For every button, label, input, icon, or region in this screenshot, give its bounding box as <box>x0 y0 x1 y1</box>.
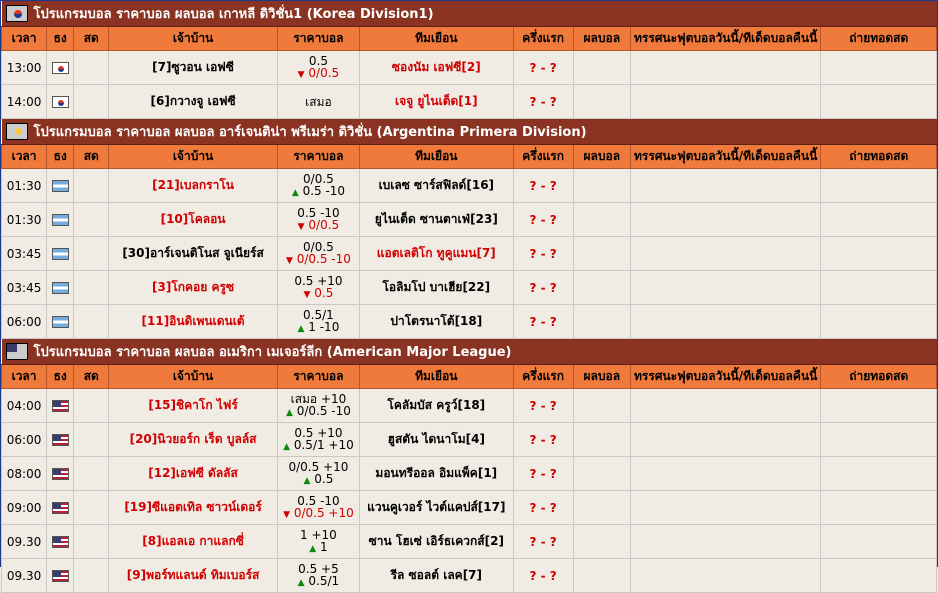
broadcast-cell[interactable] <box>821 491 937 525</box>
column-header: ครึ่งแรก <box>513 365 573 389</box>
table-row[interactable] <box>2 457 937 491</box>
column-header: เจ้าบ้าน <box>109 145 278 169</box>
broadcast-cell[interactable] <box>821 525 937 559</box>
away-team[interactable]: โคลัมบัส ครูว์[18] <box>360 389 513 423</box>
country-flag-icon <box>47 559 74 593</box>
broadcast-cell[interactable] <box>821 85 937 119</box>
halftime-score: ? - ? <box>513 457 573 491</box>
final-score <box>573 457 630 491</box>
home-team[interactable]: [20]นิวยอร์ก เร็ด บูลล์ส <box>109 423 278 457</box>
odds-cell[interactable] <box>277 169 359 203</box>
away-team[interactable]: ปาโตรนาโต้[18] <box>360 305 513 339</box>
broadcast-cell[interactable] <box>821 559 937 593</box>
live-cell[interactable] <box>74 237 109 271</box>
match-time: 01:30 <box>2 169 47 203</box>
halftime-score: ? - ? <box>513 85 573 119</box>
section-header-row <box>2 119 937 145</box>
column-header: ทีมเยือน <box>360 365 513 389</box>
match-time: 09.30 <box>2 559 47 593</box>
arrow-up-icon: ▲ <box>291 187 299 198</box>
odds-cell[interactable] <box>277 203 359 237</box>
column-header: ธง <box>47 145 74 169</box>
odds-line: 0.5 <box>308 53 328 68</box>
column-header-row <box>2 27 937 51</box>
odds-line: 0.5 <box>314 285 334 300</box>
odds-cell[interactable] <box>277 559 359 593</box>
table-row[interactable] <box>2 85 937 119</box>
broadcast-cell[interactable] <box>821 423 937 457</box>
odds-line: เสมอ <box>305 94 332 109</box>
match-time: 13:00 <box>2 51 47 85</box>
odds-cell[interactable] <box>277 237 359 271</box>
column-header: ผลบอล <box>573 145 630 169</box>
odds-line: 0/0.5 <box>308 217 340 232</box>
home-team[interactable]: [10]โคลอน <box>109 203 278 237</box>
country-flag-icon <box>47 457 74 491</box>
final-score <box>573 525 630 559</box>
live-cell[interactable] <box>74 525 109 559</box>
odds-line: 1 -10 <box>308 319 340 334</box>
halftime-score: ? - ? <box>513 525 573 559</box>
halftime-score: ? - ? <box>513 559 573 593</box>
tip-cell[interactable] <box>630 305 821 339</box>
away-team[interactable]: ซาน โฮเซ่ เอิร์ธเควกส์[2] <box>360 525 513 559</box>
home-team[interactable]: [7]ซูวอน เอฟซี <box>109 51 278 85</box>
home-team[interactable]: [11]อินดิเพนเดนเต้ <box>109 305 278 339</box>
column-header: ทรรศนะฟุตบอลวันนี้/ทีเด็ดบอลคืนนี้ <box>630 145 821 169</box>
final-score <box>573 491 630 525</box>
live-cell[interactable] <box>74 305 109 339</box>
odds-line: 0.5 -10 <box>297 493 340 508</box>
odds-cell[interactable] <box>277 491 359 525</box>
away-team[interactable]: แวนคูเวอร์ ไวต์แคปส์[17] <box>360 491 513 525</box>
match-time: 04:00 <box>2 389 47 423</box>
arrow-up-icon: ▲ <box>285 407 293 418</box>
country-flag-icon <box>47 305 74 339</box>
column-header: ราคาบอล <box>277 27 359 51</box>
away-team[interactable]: โอลิมโป บาเฮีย[22] <box>360 271 513 305</box>
final-score <box>573 169 630 203</box>
column-header: ถ่ายทอดสด <box>821 27 937 51</box>
tip-cell[interactable] <box>630 525 821 559</box>
home-team[interactable]: [15]ชิคาโก ไฟร์ <box>109 389 278 423</box>
column-header-row <box>2 365 937 389</box>
final-score <box>573 389 630 423</box>
tip-cell[interactable] <box>630 271 821 305</box>
column-header: ถ่ายทอดสด <box>821 145 937 169</box>
country-flag-icon <box>47 491 74 525</box>
arrow-down-icon: ▼ <box>297 221 305 232</box>
table-row[interactable] <box>2 525 937 559</box>
odds-line: 1 <box>319 539 328 554</box>
country-flag-icon <box>47 85 74 119</box>
section-header-row <box>2 1 937 27</box>
home-team[interactable]: [30]อาร์เจนติโนส จูเนียร์ส <box>109 237 278 271</box>
tip-cell[interactable] <box>630 457 821 491</box>
tip-cell[interactable] <box>630 169 821 203</box>
tip-cell[interactable] <box>630 85 821 119</box>
odds-cell[interactable] <box>277 271 359 305</box>
arrow-down-icon: ▼ <box>285 255 293 266</box>
column-header: ทรรศนะฟุตบอลวันนี้/ทีเด็ดบอลคืนนี้ <box>630 365 821 389</box>
home-team[interactable]: [19]ซีแอตเทิล ซาวน์เดอร์ <box>109 491 278 525</box>
table-row[interactable] <box>2 423 937 457</box>
broadcast-cell[interactable] <box>821 389 937 423</box>
table-row[interactable] <box>2 491 937 525</box>
odds-cell[interactable] <box>277 423 359 457</box>
broadcast-cell[interactable] <box>821 237 937 271</box>
arrow-up-icon: ▲ <box>297 323 305 334</box>
tip-cell[interactable] <box>630 559 821 593</box>
odds-line: 0.5 -10 <box>302 183 346 198</box>
odds-line: 0/0.5 <box>303 171 334 186</box>
final-score <box>573 305 630 339</box>
odds-line: 0.5 -10 <box>297 205 340 220</box>
away-team[interactable]: รีล ซอลต์ เลค[7] <box>360 559 513 593</box>
home-team[interactable]: [9]พอร์ทแลนด์ ทิมเบอร์ส <box>109 559 278 593</box>
country-flag-icon <box>47 169 74 203</box>
odds-cell[interactable] <box>277 525 359 559</box>
tip-cell[interactable] <box>630 51 821 85</box>
odds-line: 0.5 +10 <box>294 425 343 440</box>
odds-cell[interactable] <box>277 457 359 491</box>
odds-cell[interactable] <box>277 85 359 119</box>
column-header: ทรรศนะฟุตบอลวันนี้/ทีเด็ดบอลคืนนี้ <box>630 27 821 51</box>
arrow-up-icon: ▲ <box>297 577 305 588</box>
odds-line: 0.5/1 <box>308 573 340 588</box>
schedule-table <box>1 1 937 593</box>
away-team[interactable]: ซองนัม เอฟซี[2] <box>360 51 513 85</box>
away-team[interactable]: เบเลซ ซาร์สฟิลด์[16] <box>360 169 513 203</box>
column-header: ถ่ายทอดสด <box>821 365 937 389</box>
country-flag-icon <box>47 423 74 457</box>
table-row[interactable] <box>2 305 937 339</box>
live-cell[interactable] <box>74 457 109 491</box>
away-team[interactable]: ยูไนเต็ด ซานตาเฟ่[23] <box>360 203 513 237</box>
final-score <box>573 203 630 237</box>
column-header: สด <box>74 27 109 51</box>
column-header: ธง <box>47 27 74 51</box>
column-header: ผลบอล <box>573 27 630 51</box>
tip-cell[interactable] <box>630 423 821 457</box>
country-flag-icon <box>47 525 74 559</box>
section-header <box>2 1 937 27</box>
table-row[interactable] <box>2 559 937 593</box>
tip-cell[interactable] <box>630 491 821 525</box>
odds-line: 0/0.5 +10 <box>288 459 349 474</box>
odds-line: 0/0.5 <box>303 239 334 254</box>
odds-line: 0.5/1 <box>303 307 334 322</box>
home-team[interactable]: [12]เอฟซี ดัลลัส <box>109 457 278 491</box>
arrow-down-icon: ▼ <box>297 69 305 80</box>
broadcast-cell[interactable] <box>821 305 937 339</box>
column-header: เจ้าบ้าน <box>109 27 278 51</box>
home-team[interactable]: [21]เบลกราโน <box>109 169 278 203</box>
odds-line: 0/0.5 +10 <box>293 505 354 520</box>
odds-line: 0.5 +5 <box>298 561 339 576</box>
arrow-up-icon: ▲ <box>303 475 311 486</box>
column-header: ทีมเยือน <box>360 27 513 51</box>
odds-line: 0/0.5 <box>308 65 340 80</box>
home-team[interactable]: [6]กวางจู เอฟซี <box>109 85 278 119</box>
section-title: โปรแกรมบอล ราคาบอล ผลบอล เกาหลี ดิวิชั่น1 (Korea Division1) <box>33 7 434 22</box>
column-header: ครึ่งแรก <box>513 145 573 169</box>
match-time: 06:00 <box>2 305 47 339</box>
tip-cell[interactable] <box>630 203 821 237</box>
country-flag-icon <box>47 51 74 85</box>
broadcast-cell[interactable] <box>821 271 937 305</box>
home-team[interactable]: [8]แอลเอ กาแลกซี่ <box>109 525 278 559</box>
column-header: เวลา <box>2 27 47 51</box>
halftime-score: ? - ? <box>513 491 573 525</box>
halftime-score: ? - ? <box>513 237 573 271</box>
odds-cell[interactable] <box>277 305 359 339</box>
section-flag-icon <box>6 123 28 140</box>
broadcast-cell[interactable] <box>821 457 937 491</box>
column-header: เวลา <box>2 145 47 169</box>
tip-cell[interactable] <box>630 389 821 423</box>
country-flag-icon <box>47 271 74 305</box>
column-header: ธง <box>47 365 74 389</box>
final-score <box>573 85 630 119</box>
country-flag-icon <box>47 237 74 271</box>
column-header: สด <box>74 145 109 169</box>
arrow-down-icon: ▼ <box>303 289 311 300</box>
odds-line: 0.5/1 +10 <box>293 437 354 452</box>
final-score <box>573 51 630 85</box>
live-cell[interactable] <box>74 271 109 305</box>
odds-line: 0/0.5 -10 <box>296 251 351 266</box>
column-header: เวลา <box>2 365 47 389</box>
halftime-score: ? - ? <box>513 203 573 237</box>
final-score <box>573 423 630 457</box>
away-team[interactable]: ฮูสตัน ไดนาโม[4] <box>360 423 513 457</box>
halftime-score: ? - ? <box>513 51 573 85</box>
final-score <box>573 271 630 305</box>
column-header: ทีมเยือน <box>360 145 513 169</box>
away-team[interactable]: แอตเลติโก ทูคูแมน[7] <box>360 237 513 271</box>
section-flag-icon <box>6 343 28 360</box>
match-time: 06:00 <box>2 423 47 457</box>
odds-line: เสมอ +10 <box>290 391 347 406</box>
country-flag-icon <box>47 389 74 423</box>
schedule-body <box>2 1 937 593</box>
column-header: เจ้าบ้าน <box>109 365 278 389</box>
live-cell[interactable] <box>74 559 109 593</box>
final-score <box>573 559 630 593</box>
halftime-score: ? - ? <box>513 423 573 457</box>
broadcast-cell[interactable] <box>821 169 937 203</box>
match-time: 08:00 <box>2 457 47 491</box>
section-header <box>2 339 937 365</box>
arrow-up-icon: ▲ <box>309 543 317 554</box>
final-score <box>573 237 630 271</box>
match-time: 03:45 <box>2 271 47 305</box>
match-time: 09:00 <box>2 491 47 525</box>
halftime-score: ? - ? <box>513 389 573 423</box>
table-row[interactable] <box>2 237 937 271</box>
column-header-row <box>2 145 937 169</box>
section-flag-icon <box>6 5 28 22</box>
away-team[interactable]: เจจู ยูไนเต็ด[1] <box>360 85 513 119</box>
home-team[interactable]: [3]โกคอย ครูซ <box>109 271 278 305</box>
live-cell[interactable] <box>74 169 109 203</box>
column-header: ผลบอล <box>573 365 630 389</box>
live-cell[interactable] <box>74 51 109 85</box>
live-cell[interactable] <box>74 389 109 423</box>
broadcast-cell[interactable] <box>821 203 937 237</box>
odds-line: 0.5 <box>314 471 334 486</box>
table-row[interactable] <box>2 271 937 305</box>
tip-cell[interactable] <box>630 237 821 271</box>
match-time: 03:45 <box>2 237 47 271</box>
halftime-score: ? - ? <box>513 305 573 339</box>
country-flag-icon <box>47 203 74 237</box>
table-row[interactable] <box>2 203 937 237</box>
column-header: ราคาบอล <box>277 145 359 169</box>
live-cell[interactable] <box>74 491 109 525</box>
halftime-score: ? - ? <box>513 169 573 203</box>
live-cell[interactable] <box>74 423 109 457</box>
match-time: 09.30 <box>2 525 47 559</box>
away-team[interactable]: มอนทรีออล อิมแพ็ค[1] <box>360 457 513 491</box>
section-header <box>2 119 937 145</box>
table-row[interactable] <box>2 389 937 423</box>
odds-line: 0/0.5 -10 <box>296 403 351 418</box>
section-title: โปรแกรมบอล ราคาบอล ผลบอล อเมริกา เมเจอร์ลีก (American Major League) <box>33 345 512 360</box>
odds-line: 1 +10 <box>300 527 337 542</box>
column-header: ราคาบอล <box>277 365 359 389</box>
match-time: 14:00 <box>2 85 47 119</box>
arrow-down-icon: ▼ <box>283 509 291 520</box>
section-title: โปรแกรมบอล ราคาบอล ผลบอล อาร์เจนติน่า พรีเมร่า ดิวิชั่น (Argentina Primera Division) <box>33 125 587 140</box>
live-cell[interactable] <box>74 203 109 237</box>
column-header: ครึ่งแรก <box>513 27 573 51</box>
odds-line: 0.5 +10 <box>294 273 343 288</box>
section-header-row <box>2 339 937 365</box>
broadcast-cell[interactable] <box>821 51 937 85</box>
table-row[interactable] <box>2 169 937 203</box>
column-header: สด <box>74 365 109 389</box>
odds-cell[interactable] <box>277 51 359 85</box>
match-time: 01:30 <box>2 203 47 237</box>
live-cell[interactable] <box>74 85 109 119</box>
arrow-up-icon: ▲ <box>283 441 291 452</box>
odds-cell[interactable] <box>277 389 359 423</box>
halftime-score: ? - ? <box>513 271 573 305</box>
table-row[interactable] <box>2 51 937 85</box>
